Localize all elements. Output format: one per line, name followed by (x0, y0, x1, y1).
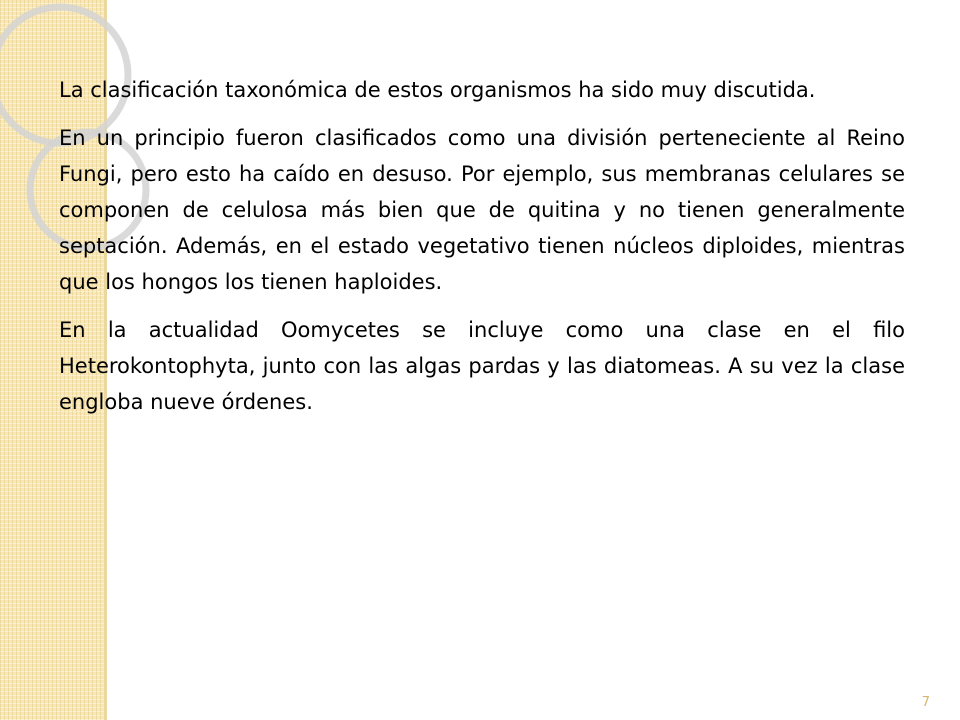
paragraph-taxonomy: La clasificación taxonómica de estos organismos ha sido muy discutida. (59, 78, 816, 102)
page-number: 7 (921, 695, 930, 710)
paragraph-current-classification: En la actualidad Oomycetes se incluye como una clase en el filo Heterokontophyta, junto con las algas pardas y las diatomeas. A su vez la clase engloba nueve órdenes. (59, 318, 905, 414)
paragraph-history: En un principio fueron clasificados como una división perteneciente al Reino Fungi, pero esto ha caído en desuso. Por ejemplo, sus membranas celulares se componen de celulosa más bien que de quitina y no tienen generalmente septación. Además, en el estado vegetativo tienen núcleos diploides, mientras que los hongos los tienen haploides. (59, 126, 905, 294)
slide-body-text (59, 72, 905, 432)
